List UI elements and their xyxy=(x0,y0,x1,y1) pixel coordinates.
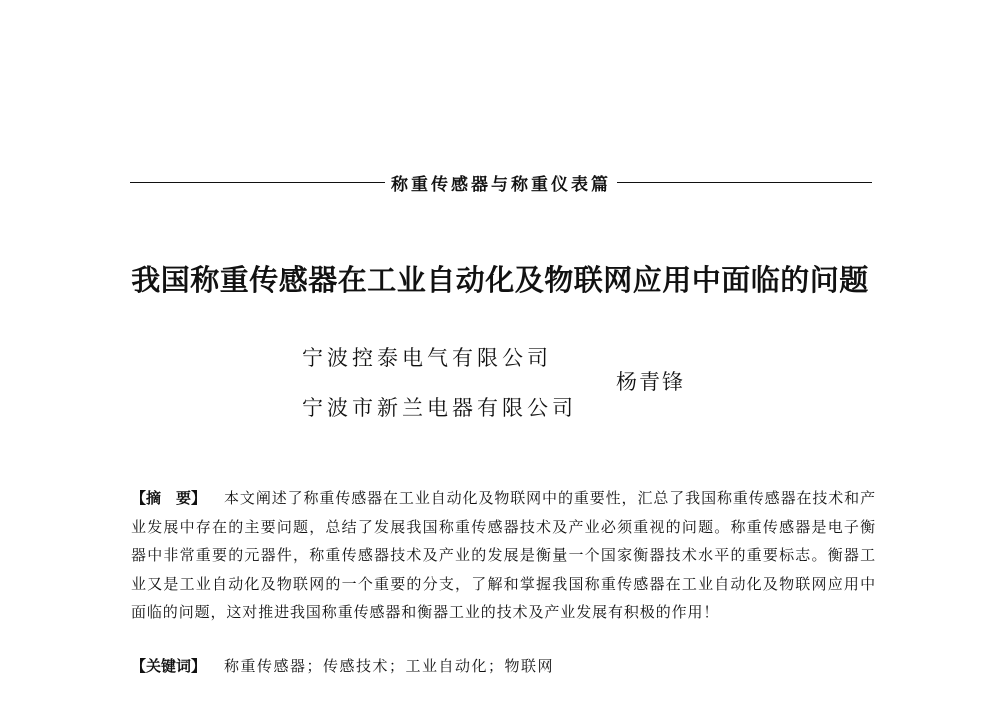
abstract-label: 【摘 要】 xyxy=(131,489,207,507)
section-header-label: 称重传感器与称重仪表篇 xyxy=(391,174,611,195)
affiliation-1: 宁波控泰电气有限公司 xyxy=(302,346,552,370)
author-name: 杨青锋 xyxy=(616,370,685,394)
abstract-text: 本文阐述了称重传感器在工业自动化及物联网中的重要性，汇总了我国称重传感器在技术和产业发展中存在的主要问题，总结了发展我国称重传感器技术及产业必须重视的问题。称重传感器是电子衡器中非常重要的元器件，称重传感器技术及产业的发展是衡量一个国家衡器技术水平的重要标志。衡器工业又是工业自动化及物联网的一个重要的分支，了解和掌握我国称重传感器在工业自动化及物联网应用中面临的问题，这对推进我国称重传感器和衡器工业的技术及产业发展有积极的作用！ xyxy=(131,489,876,621)
section-header-right-rule xyxy=(617,182,872,183)
keywords xyxy=(131,654,876,678)
section-header xyxy=(130,170,872,194)
affiliation-2: 宁波市新兰电器有限公司 xyxy=(302,396,577,420)
section-header-left-rule xyxy=(130,182,385,183)
article-title: 我国称重传感器在工业自动化及物联网应用中面临的问题 xyxy=(131,263,869,297)
keywords-label: 【关键词】 xyxy=(131,657,207,675)
keywords-text: 称重传感器；传感技术；工业自动化；物联网 xyxy=(224,657,555,675)
abstract xyxy=(131,484,876,627)
